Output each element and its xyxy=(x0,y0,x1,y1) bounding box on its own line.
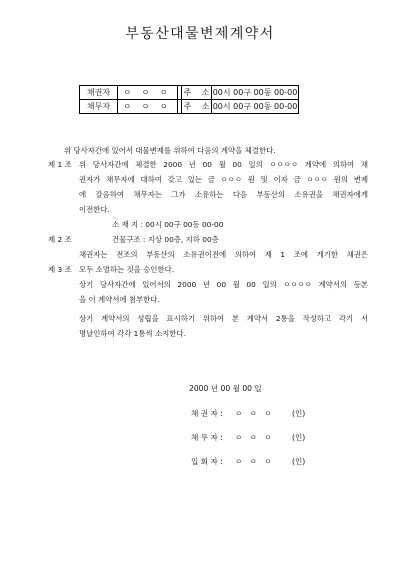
address-label: 주 소 xyxy=(182,100,212,114)
intro-text: 위 당사자간에 있어서 대물변제를 위하여 다음의 계약을 체결한다. xyxy=(64,146,276,155)
article-3-line: 채권자는 전조의 부동산의 소유권이전에 의하여 제 1 조에 게기한 채권은 xyxy=(79,250,368,259)
article-1-line: 에 갈음하여 채무자는 그가 소유하는 다음 부동산의 소유권을 채권자에게 xyxy=(79,190,368,199)
contract-date: 2000 년 00 월 00 일 xyxy=(189,384,262,393)
article-3-number: 제 3 조 xyxy=(48,265,72,274)
signature-name: ㅇ ㅇ ㅇ xyxy=(235,433,272,442)
seal-mark: (인) xyxy=(292,409,306,418)
article-1-line: 권자가 채무자에 대하여 갖고 있는 금 ㅇㅇㅇ 원 및 이자 금 ㅇㅇㅇ 원의 변제 xyxy=(79,175,368,184)
party-address: 00시 00구 00동 00-00 xyxy=(212,100,299,114)
signature-label: 채 권 자 : xyxy=(191,409,223,418)
document-title: 부동산대물변제계약서 xyxy=(125,26,275,42)
signature-name: ㅇ ㅇ ㅇ xyxy=(235,409,272,418)
seal-mark: (인) xyxy=(292,457,306,466)
closing-line: 상기 계약서의 성립을 표시하기 위하여 본 계약서 2통을 작성하고 각기 서 xyxy=(79,314,368,323)
article-1-number: 제 1 조 xyxy=(48,160,72,169)
article-4-line: 상기 당사자간에 있어서의 2000 년 00 월 00 일의 ㅇㅇㅇㅇ 계약서의 등본 xyxy=(79,280,368,289)
building-structure: 건물구조 : 지상 00층, 지하 00층 xyxy=(112,235,219,244)
parties-table xyxy=(79,85,299,114)
party-address: 00시 00구 00동 00-00 xyxy=(212,86,299,100)
article-3-line: 모두 소멸하는 것을 승인한다. xyxy=(79,265,175,274)
closing-line: 명날인하여 각각 1통씩 소지한다. xyxy=(79,329,186,338)
address-label: 주 소 xyxy=(182,86,212,100)
party-name: ㅇ ㅇ ㅇ xyxy=(118,86,178,100)
article-4-line: 을 이 계약서에 첨부한다. xyxy=(79,295,160,304)
article-1-line: 위 당사자간에 체결한 2000 년 00 월 00 일의 ㅇㅇㅇㅇ 계약에 의하여 채 xyxy=(79,160,368,169)
signature-label: 입 회 자 : xyxy=(191,457,223,466)
creditor-row xyxy=(80,86,299,100)
article-1-line: 이전한다. xyxy=(79,205,110,214)
seal-mark: (인) xyxy=(292,433,306,442)
party-role: 채권자 xyxy=(80,86,118,100)
debtor-row xyxy=(80,100,299,114)
signature-name: ㅇ ㅇ ㅇ xyxy=(235,457,272,466)
party-role: 채무자 xyxy=(80,100,118,114)
property-location: 소 재 지 : 00시 00구 00동 00-00 xyxy=(112,220,224,229)
party-name: ㅇ ㅇ ㅇ xyxy=(118,100,178,114)
signature-label: 채 무 자 : xyxy=(191,433,223,442)
article-2-number: 제 2 조 xyxy=(48,235,72,244)
